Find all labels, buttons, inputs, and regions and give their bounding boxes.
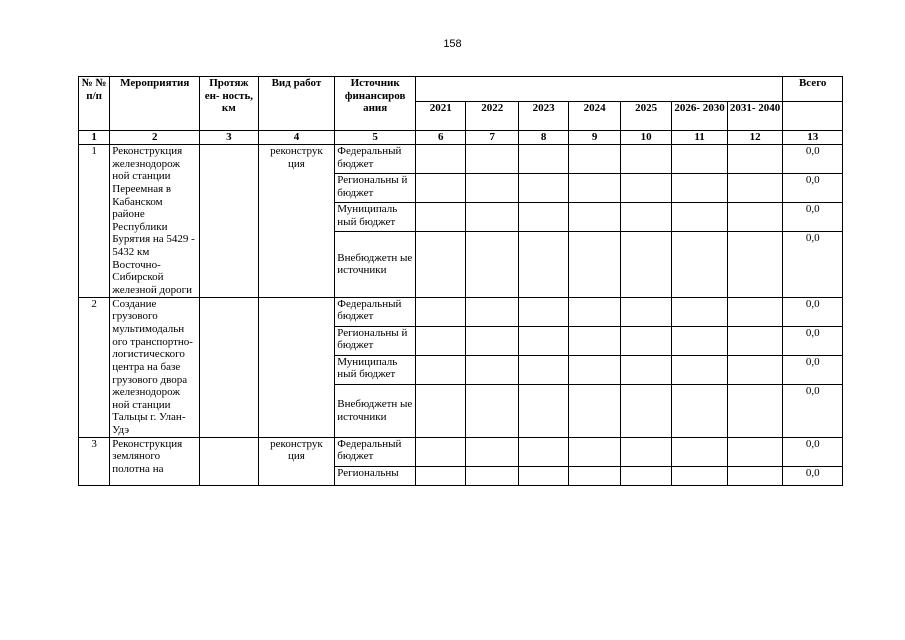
column-number: 6: [416, 131, 466, 145]
header-source: Источник финансиров ания: [335, 77, 416, 131]
year-cell: [620, 145, 671, 174]
column-number: 5: [335, 131, 416, 145]
year-cell: [672, 355, 728, 384]
year-cell: [569, 297, 620, 326]
table-row: [79, 297, 843, 326]
event-name: Создание грузового мультимодальн ого транспортно- логистического центра на базе грузового двора железнодорож ной станции Тальцы г. Улан-Удэ: [110, 297, 200, 437]
year-cell: [727, 326, 783, 355]
header-total: Всего: [783, 77, 843, 102]
year-cell: [727, 384, 783, 437]
length-cell: [200, 297, 259, 437]
total-cell: 0,0: [783, 437, 843, 466]
year-cell: [466, 326, 518, 355]
header-year: 2025: [620, 102, 671, 131]
year-cell: [518, 203, 568, 232]
year-cell: [466, 466, 518, 485]
total-cell: 0,0: [783, 232, 843, 298]
year-cell: [466, 355, 518, 384]
column-number: 8: [518, 131, 568, 145]
column-number: 12: [727, 131, 783, 145]
year-cell: [466, 232, 518, 298]
header-year: 2026- 2030: [672, 102, 728, 131]
work-type: реконструк ция: [258, 437, 335, 485]
event-name: Реконструкция земляного полотна на: [110, 437, 200, 485]
year-cell: [569, 232, 620, 298]
funding-source: Муниципаль ный бюджет: [335, 203, 416, 232]
column-number: 7: [466, 131, 518, 145]
funding-source: Федеральный бюджет: [335, 437, 416, 466]
column-number: 2: [110, 131, 200, 145]
budget-table: [78, 76, 843, 486]
work-type: [258, 297, 335, 437]
year-cell: [620, 466, 671, 485]
year-cell: [518, 437, 568, 466]
year-cell: [518, 466, 568, 485]
year-cell: [416, 384, 466, 437]
year-cell: [416, 297, 466, 326]
funding-source: Муниципаль ный бюджет: [335, 355, 416, 384]
year-cell: [416, 437, 466, 466]
length-cell: [200, 145, 259, 298]
total-cell: 0,0: [783, 174, 843, 203]
year-cell: [620, 232, 671, 298]
year-cell: [620, 437, 671, 466]
year-cell: [466, 437, 518, 466]
total-cell: 0,0: [783, 384, 843, 437]
year-cell: [672, 174, 728, 203]
column-number: 9: [569, 131, 620, 145]
year-cell: [620, 384, 671, 437]
year-cell: [518, 174, 568, 203]
year-cell: [727, 297, 783, 326]
year-cell: [416, 355, 466, 384]
year-cell: [672, 203, 728, 232]
total-cell: 0,0: [783, 466, 843, 485]
header-year: 2031- 2040: [727, 102, 783, 131]
header-year: 2022: [466, 102, 518, 131]
header-work-type: Вид работ: [258, 77, 335, 131]
year-cell: [620, 174, 671, 203]
year-cell: [727, 174, 783, 203]
total-cell: 0,0: [783, 203, 843, 232]
year-cell: [569, 326, 620, 355]
year-cell: [518, 145, 568, 174]
year-cell: [620, 355, 671, 384]
funding-source: Региональны: [335, 466, 416, 485]
year-cell: [416, 174, 466, 203]
year-cell: [727, 203, 783, 232]
row-number: 2: [79, 297, 110, 437]
funding-source: Региональны й бюджет: [335, 326, 416, 355]
year-cell: [727, 145, 783, 174]
header-length: Протяж ен- ность, км: [200, 77, 259, 131]
year-cell: [518, 297, 568, 326]
year-cell: [416, 203, 466, 232]
row-number: 1: [79, 145, 110, 298]
funding-source: Региональны й бюджет: [335, 174, 416, 203]
year-cell: [569, 203, 620, 232]
year-cell: [672, 437, 728, 466]
table-row: [79, 437, 843, 466]
funding-source: Федеральный бюджет: [335, 145, 416, 174]
year-cell: [466, 203, 518, 232]
year-cell: [672, 232, 728, 298]
year-cell: [569, 384, 620, 437]
year-cell: [672, 297, 728, 326]
length-cell: [200, 437, 259, 485]
work-type: реконструк ция: [258, 145, 335, 298]
year-cell: [569, 145, 620, 174]
year-cell: [416, 232, 466, 298]
header-year: 2024: [569, 102, 620, 131]
year-cell: [466, 297, 518, 326]
header-event: Мероприятия: [110, 77, 200, 131]
header-years-group: [416, 77, 783, 102]
event-name: Реконструкция железнодорож ной станции Переемная в Кабанском районе Республики Бурятия на 5429 - 5432 км Восточно- Сибирской железной дороги: [110, 145, 200, 298]
column-number: 13: [783, 131, 843, 145]
year-cell: [620, 326, 671, 355]
year-cell: [416, 466, 466, 485]
year-cell: [416, 326, 466, 355]
funding-source: Федеральный бюджет: [335, 297, 416, 326]
year-cell: [466, 145, 518, 174]
year-cell: [569, 355, 620, 384]
total-cell: 0,0: [783, 145, 843, 174]
year-cell: [672, 326, 728, 355]
total-cell: 0,0: [783, 355, 843, 384]
year-cell: [672, 466, 728, 485]
year-cell: [518, 326, 568, 355]
total-cell: 0,0: [783, 326, 843, 355]
page-number: 158: [443, 38, 462, 50]
column-number: 11: [672, 131, 728, 145]
funding-source: Внебюджетн ые источники: [335, 232, 416, 298]
header-row: [79, 77, 843, 102]
year-cell: [518, 232, 568, 298]
year-cell: [569, 174, 620, 203]
column-number: 10: [620, 131, 671, 145]
year-cell: [569, 466, 620, 485]
year-cell: [569, 437, 620, 466]
year-cell: [727, 355, 783, 384]
header-year: 2021: [416, 102, 466, 131]
table-row: [79, 145, 843, 174]
column-number: 1: [79, 131, 110, 145]
year-cell: [727, 466, 783, 485]
year-cell: [727, 232, 783, 298]
year-cell: [416, 145, 466, 174]
year-cell: [620, 297, 671, 326]
header-num: № № п/п: [79, 77, 110, 131]
year-cell: [620, 203, 671, 232]
year-cell: [466, 174, 518, 203]
column-numbers-row: [79, 131, 843, 145]
funding-source: Внебюджетн ые источники: [335, 384, 416, 437]
year-cell: [672, 145, 728, 174]
column-number: 4: [258, 131, 335, 145]
column-number: 3: [200, 131, 259, 145]
header-year: 2023: [518, 102, 568, 131]
year-cell: [727, 437, 783, 466]
year-cell: [518, 384, 568, 437]
header-total-blank: [783, 102, 843, 131]
year-cell: [672, 384, 728, 437]
total-cell: 0,0: [783, 297, 843, 326]
year-cell: [466, 384, 518, 437]
row-number: 3: [79, 437, 110, 485]
year-cell: [518, 355, 568, 384]
